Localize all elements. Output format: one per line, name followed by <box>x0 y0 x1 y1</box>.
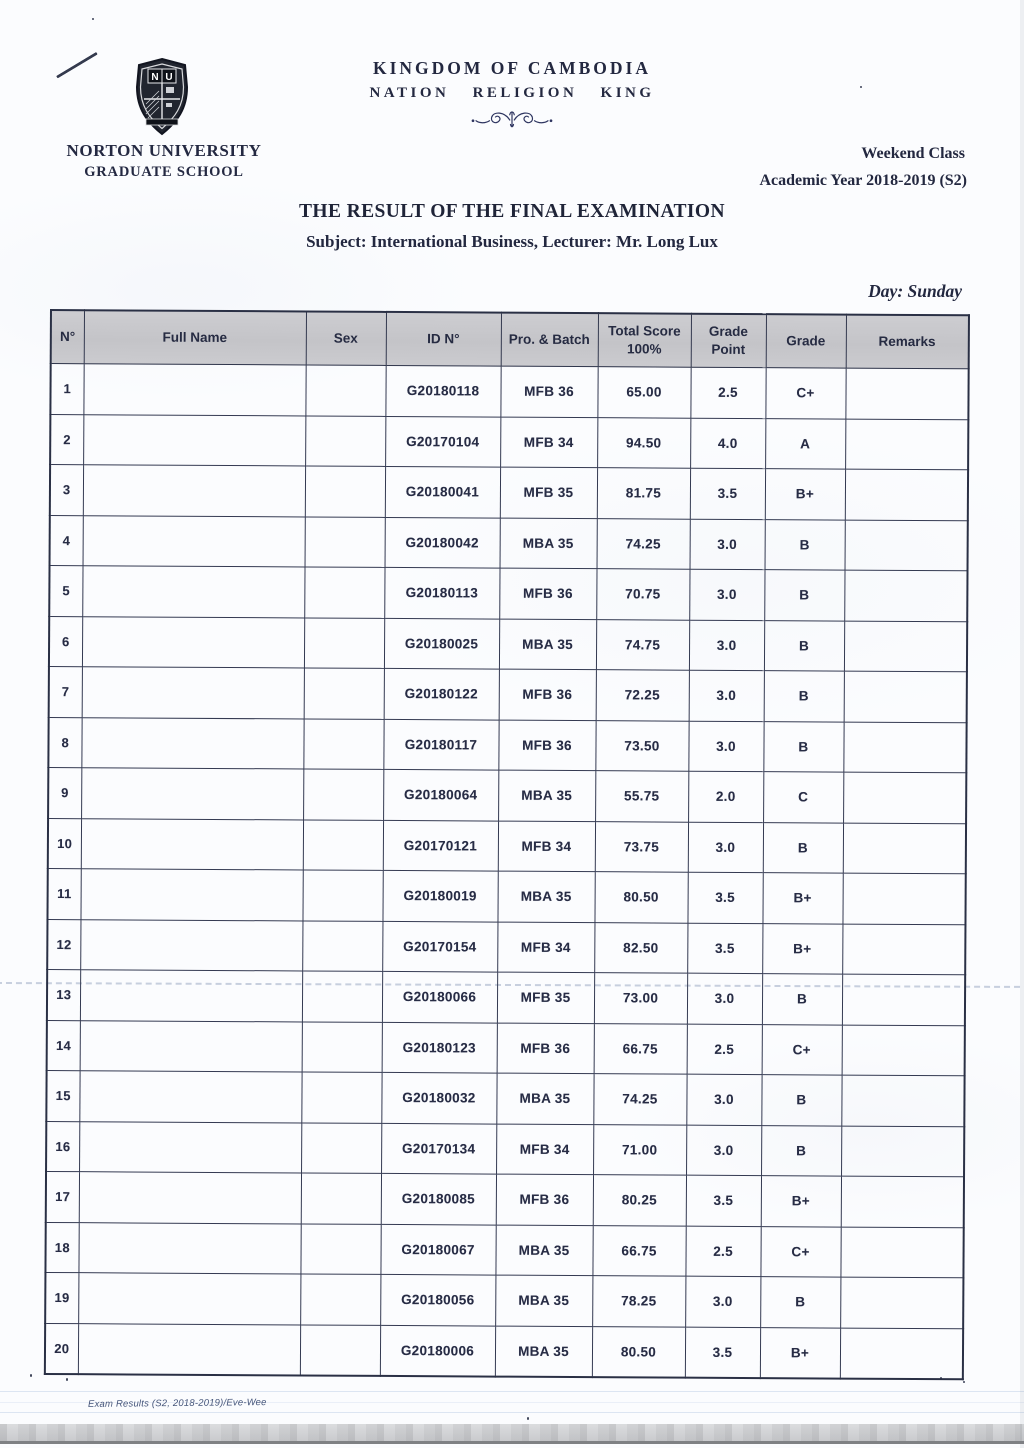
cell-full-name <box>79 1172 301 1224</box>
cell-grade-point: 3.0 <box>688 822 763 873</box>
cell-no: 9 <box>48 767 81 818</box>
cell-no: 15 <box>46 1070 79 1121</box>
cell-grade: B+ <box>765 469 845 520</box>
cell-no: 6 <box>49 616 82 667</box>
cell-remarks <box>842 1025 965 1076</box>
cell-id: G20180085 <box>381 1173 496 1224</box>
table-row <box>46 1121 964 1177</box>
cell-sex <box>304 668 384 719</box>
cell-total-score: 80.50 <box>594 872 687 923</box>
kingdom-header: KINGDOM OF CAMBODIA <box>372 58 651 78</box>
cell-no: 7 <box>49 666 82 717</box>
results-table-wrapper <box>44 309 968 1380</box>
cell-full-name <box>80 869 302 921</box>
cell-grade: B <box>764 570 844 621</box>
cell-pro-batch: MBA 35 <box>500 518 597 569</box>
cell-remarks <box>840 1328 963 1380</box>
cell-pro-batch: MBA 35 <box>497 871 594 922</box>
scan-speck <box>66 1378 68 1381</box>
col-header-total-score: Total Score 100% <box>598 313 691 367</box>
cell-full-name <box>81 768 303 820</box>
cell-no: 13 <box>47 969 80 1020</box>
cell-remarks <box>843 722 966 773</box>
cell-no: 20 <box>45 1323 78 1374</box>
cell-id: G20180025 <box>384 618 499 669</box>
cell-no: 18 <box>45 1222 78 1273</box>
cell-grade: C <box>763 772 843 823</box>
cell-total-score: 82.50 <box>594 922 687 973</box>
cell-pro-batch: MFB 36 <box>497 1023 594 1074</box>
cell-total-score: 80.25 <box>593 1175 686 1226</box>
cell-full-name <box>81 717 303 769</box>
cell-sex <box>304 567 384 618</box>
cell-id: G20180117 <box>383 719 498 770</box>
cell-id: G20180123 <box>382 1022 497 1073</box>
cell-no: 19 <box>45 1272 78 1323</box>
col-header-id: ID N° <box>386 312 501 366</box>
cell-grade: C+ <box>765 368 845 419</box>
cell-id: G20180056 <box>380 1274 495 1325</box>
cell-remarks <box>845 368 968 419</box>
cell-sex <box>305 415 385 466</box>
cell-no: 5 <box>49 566 82 617</box>
cell-pro-batch: MFB 34 <box>498 821 595 872</box>
subject-line: Subject: International Business, Lecturer: Mr. Long Lux <box>306 232 718 251</box>
cell-pro-batch: MFB 36 <box>499 669 596 720</box>
col-header-sex: Sex <box>306 311 386 365</box>
cell-grade-point: 3.5 <box>686 1175 761 1226</box>
cell-total-score: 74.75 <box>596 619 689 670</box>
cell-sex <box>305 516 385 567</box>
table-row <box>47 1020 965 1076</box>
cell-grade: B <box>762 974 842 1025</box>
cell-no: 8 <box>48 717 81 768</box>
cell-no: 14 <box>47 1020 80 1071</box>
cell-sex <box>305 466 385 517</box>
cell-total-score: 73.00 <box>594 973 687 1024</box>
scan-speck <box>527 1417 529 1420</box>
cell-grade: C+ <box>762 1024 842 1075</box>
scan-speck <box>92 18 94 20</box>
cell-sex <box>302 870 382 921</box>
cell-id: G20170104 <box>385 416 500 467</box>
cell-id: G20180064 <box>383 769 498 820</box>
cell-pro-batch: MFB 36 <box>499 568 596 619</box>
cell-grade-point: 3.0 <box>690 519 765 570</box>
cell-id: G20170154 <box>382 921 497 972</box>
cell-id: G20170121 <box>383 820 498 871</box>
university-name: NORTON UNIVERSITY <box>66 141 262 160</box>
cell-id: G20180032 <box>381 1072 496 1123</box>
cell-grade: A <box>765 418 845 469</box>
cell-grade-point: 2.5 <box>690 367 765 418</box>
cell-grade: B+ <box>762 873 842 924</box>
scan-speck <box>963 1381 965 1383</box>
cell-full-name <box>82 566 304 618</box>
cell-grade-point: 3.0 <box>687 973 762 1024</box>
table-row <box>45 1323 963 1379</box>
cell-full-name <box>83 515 305 567</box>
cell-full-name <box>79 1071 301 1123</box>
cell-grade: B <box>760 1277 840 1328</box>
col-header-pro-batch: Pro. & Batch <box>501 313 598 367</box>
scanner-edge-line <box>0 1441 1024 1444</box>
cell-pro-batch: MFB 36 <box>500 366 597 417</box>
cell-id: G20180066 <box>382 971 497 1022</box>
cell-pro-batch: MFB 34 <box>497 922 594 973</box>
col-header-remarks: Remarks <box>846 315 969 369</box>
table-row <box>47 919 965 975</box>
cell-sex <box>303 769 383 820</box>
table-row <box>47 969 965 1025</box>
cell-grade-point: 3.0 <box>689 670 764 721</box>
table-row <box>49 666 967 722</box>
cell-sex <box>300 1274 380 1325</box>
results-table <box>44 309 970 1380</box>
cell-no: 3 <box>50 465 83 516</box>
cell-no: 2 <box>50 414 83 465</box>
cell-grade: B+ <box>762 923 842 974</box>
cell-total-score: 73.75 <box>595 821 688 872</box>
cell-no: 1 <box>50 364 83 415</box>
cell-grade-point: 3.0 <box>685 1276 760 1327</box>
cell-total-score: 94.50 <box>597 417 690 468</box>
scan-line-artifact <box>0 1391 1024 1392</box>
cell-full-name <box>78 1222 300 1274</box>
cell-pro-batch: MFB 35 <box>497 972 594 1023</box>
cell-grade-point: 3.0 <box>686 1074 761 1125</box>
norton-university-logo <box>133 57 191 137</box>
scan-speck <box>30 1374 32 1377</box>
cell-sex <box>302 971 382 1022</box>
cell-remarks <box>845 469 968 520</box>
footer-file-note: Exam Results (S2, 2018-2019)/Eve-Wee <box>87 1397 267 1410</box>
table-row <box>46 1171 964 1227</box>
cell-pro-batch: MFB 34 <box>500 417 597 468</box>
cell-grade: B <box>764 671 844 722</box>
table-row <box>45 1272 963 1328</box>
cell-remarks <box>841 1075 964 1126</box>
table-row <box>50 364 968 420</box>
table-row <box>49 616 967 672</box>
cell-remarks <box>844 621 967 672</box>
page-title: THE RESULT OF THE FINAL EXAMINATION <box>299 201 725 222</box>
cell-id: G20180006 <box>380 1325 495 1377</box>
cell-remarks <box>844 671 967 722</box>
cell-remarks <box>845 419 968 470</box>
cell-no: 4 <box>50 515 83 566</box>
cell-remarks <box>842 974 965 1025</box>
table-row <box>47 868 965 924</box>
svg-text:N: N <box>151 72 159 83</box>
cell-grade: B <box>763 822 843 873</box>
cell-full-name <box>81 818 303 870</box>
cell-id: G20170134 <box>381 1123 496 1174</box>
cell-pro-batch: MFB 36 <box>498 720 595 771</box>
col-header-full-name: Full Name <box>84 310 306 365</box>
cell-total-score: 74.25 <box>593 1074 686 1125</box>
cell-pro-batch: MBA 35 <box>498 770 595 821</box>
table-row <box>45 1222 963 1278</box>
cell-remarks <box>842 924 965 975</box>
cell-grade-point: 3.5 <box>690 468 765 519</box>
cell-total-score: 72.25 <box>596 670 689 721</box>
cell-grade: B <box>761 1125 841 1176</box>
cell-id: G20180118 <box>385 365 500 416</box>
cell-full-name <box>78 1273 300 1325</box>
table-row <box>50 515 968 571</box>
cell-grade-point: 3.0 <box>688 721 763 772</box>
cell-grade-point: 2.5 <box>685 1226 760 1277</box>
cell-grade-point: 4.0 <box>690 418 765 469</box>
col-header-grade-point: Grade Point <box>691 314 766 368</box>
cell-grade-point: 3.0 <box>689 620 764 671</box>
cell-grade-point: 2.0 <box>688 771 763 822</box>
cell-sex <box>302 920 382 971</box>
cell-grade-point: 2.5 <box>687 1024 762 1075</box>
cell-grade-point: 3.5 <box>687 923 762 974</box>
cell-full-name <box>80 970 302 1022</box>
cell-remarks <box>844 570 967 621</box>
cell-grade: B <box>761 1075 841 1126</box>
cell-no: 11 <box>47 868 80 919</box>
cell-grade: B+ <box>761 1176 841 1227</box>
cell-sex <box>303 819 383 870</box>
table-row <box>48 767 966 823</box>
cell-total-score: 71.00 <box>593 1124 686 1175</box>
cell-full-name <box>80 1020 302 1072</box>
cell-id: G20180067 <box>380 1224 495 1275</box>
col-header-no: N° <box>51 310 84 364</box>
cell-id: G20180042 <box>385 517 500 568</box>
col-header-grade: Grade <box>766 314 846 368</box>
cell-full-name <box>82 616 304 668</box>
scanner-edge-band <box>0 1424 1024 1441</box>
cell-sex <box>302 1021 382 1072</box>
cell-total-score: 65.00 <box>597 367 690 418</box>
cell-remarks <box>841 1126 964 1177</box>
cell-remarks <box>843 823 966 874</box>
table-row <box>50 465 968 521</box>
scan-line-artifact <box>0 1412 1024 1413</box>
cell-total-score: 78.25 <box>592 1276 685 1327</box>
cell-pro-batch: MBA 35 <box>496 1073 593 1124</box>
cell-sex <box>301 1122 381 1173</box>
cell-id: G20180113 <box>384 567 499 618</box>
cell-no: 16 <box>46 1121 79 1172</box>
cell-remarks <box>842 873 965 924</box>
cell-sex <box>305 365 385 416</box>
table-header-row <box>51 310 969 369</box>
table-row <box>46 1070 964 1126</box>
cell-grade: B+ <box>760 1327 840 1378</box>
cell-total-score: 73.50 <box>595 720 688 771</box>
cell-id: G20180019 <box>382 870 497 921</box>
cell-sex <box>300 1223 380 1274</box>
svg-text:U: U <box>165 72 173 83</box>
cell-pro-batch: MFB 35 <box>500 467 597 518</box>
cell-total-score: 55.75 <box>595 771 688 822</box>
cell-pro-batch: MBA 35 <box>495 1326 592 1378</box>
cell-sex <box>300 1324 380 1375</box>
cell-sex <box>301 1072 381 1123</box>
cell-total-score: 74.25 <box>597 518 690 569</box>
cell-remarks <box>840 1277 963 1328</box>
class-type: Weekend Class <box>861 145 965 162</box>
cell-grade: B <box>764 620 844 671</box>
cell-total-score: 81.75 <box>597 468 690 519</box>
cell-total-score: 70.75 <box>596 569 689 620</box>
cell-sex <box>304 617 384 668</box>
cell-no: 10 <box>48 818 81 869</box>
cell-full-name <box>82 667 304 719</box>
cell-sex <box>303 718 383 769</box>
cell-pro-batch: MFB 36 <box>496 1174 593 1225</box>
cell-remarks <box>840 1227 963 1278</box>
cell-full-name <box>83 414 305 466</box>
academic-year: Academic Year 2018-2019 (S2) <box>759 172 967 189</box>
cell-grade: B <box>765 519 845 570</box>
cell-remarks <box>843 772 966 823</box>
table-row <box>50 414 968 470</box>
cell-grade-point: 3.5 <box>687 872 762 923</box>
cell-remarks <box>841 1176 964 1227</box>
cell-id: G20180122 <box>384 668 499 719</box>
cell-total-score: 80.50 <box>592 1326 685 1378</box>
cell-grade-point: 3.5 <box>685 1327 760 1378</box>
cell-grade: B <box>763 721 843 772</box>
cell-pro-batch: MFB 34 <box>496 1124 593 1175</box>
cell-remarks <box>845 520 968 571</box>
cell-total-score: 66.75 <box>592 1225 685 1276</box>
khmer-flourish-icon <box>467 106 557 134</box>
cell-grade: C+ <box>760 1226 840 1277</box>
national-motto: NATION RELIGION KING <box>369 85 655 101</box>
scan-speck <box>860 86 862 88</box>
cell-full-name <box>83 364 305 416</box>
cell-full-name <box>78 1323 300 1375</box>
pen-mark-artifact <box>56 52 98 79</box>
cell-pro-batch: MBA 35 <box>499 619 596 670</box>
cell-no: 12 <box>47 919 80 970</box>
day-label: Day: Sunday <box>868 281 962 301</box>
cell-no: 17 <box>46 1171 79 1222</box>
table-row <box>48 717 966 773</box>
cell-total-score: 66.75 <box>594 1023 687 1074</box>
graduate-school-label: GRADUATE SCHOOL <box>84 164 244 180</box>
shield-crest-icon <box>133 57 191 137</box>
cell-full-name <box>80 919 302 971</box>
cell-id: G20180041 <box>385 466 500 517</box>
cell-grade-point: 3.0 <box>686 1125 761 1176</box>
cell-full-name <box>83 465 305 517</box>
cell-sex <box>301 1173 381 1224</box>
cell-grade-point: 3.0 <box>689 569 764 620</box>
cell-pro-batch: MBA 35 <box>495 1275 592 1326</box>
table-row <box>49 566 967 622</box>
results-tbody <box>45 364 969 1380</box>
table-row <box>48 818 966 874</box>
cell-full-name <box>79 1121 301 1173</box>
cell-pro-batch: MBA 35 <box>495 1225 592 1276</box>
